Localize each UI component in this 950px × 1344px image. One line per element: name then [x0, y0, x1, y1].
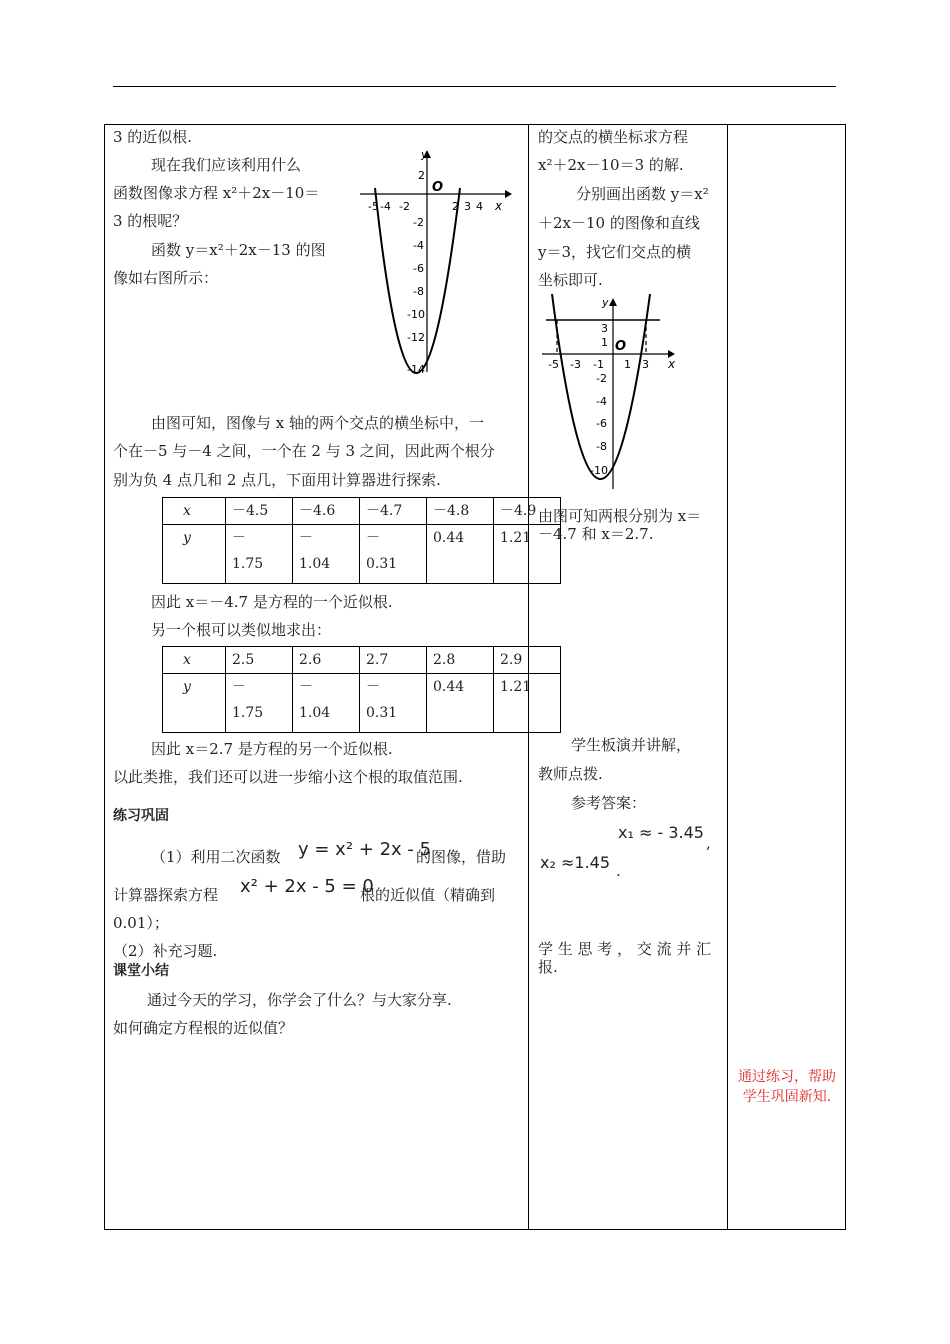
cell-line: 0.31 [366, 556, 398, 572]
y-tick: -10 [407, 308, 425, 321]
left-text: 像如右图所示： [113, 269, 219, 287]
teaching-note: 通过练习，帮助学生巩固新知. [738, 1069, 836, 1105]
table-cell [427, 674, 494, 733]
x-tick: -5 [548, 358, 559, 371]
y-tick: -6 [413, 262, 424, 275]
middle-text: 的交点的横坐标求方程 [538, 128, 689, 146]
x-tick: -5 [368, 200, 379, 213]
table-cell: y [163, 674, 226, 733]
y-tick: 3 [601, 322, 608, 335]
answer-punct: . [616, 862, 621, 880]
y-tick: -6 [596, 417, 607, 430]
origin-label: O [432, 180, 444, 195]
exercise-text: 根的近似值（精确到 [360, 886, 496, 904]
table-cell: －4.7 [360, 498, 427, 525]
table-cell [226, 674, 293, 733]
x-tick: -3 [570, 358, 581, 371]
value-table-1 [162, 497, 561, 584]
middle-text: 分别画出函数 y＝x² [576, 185, 709, 203]
x-tick: 1 [624, 358, 631, 371]
table-cell: 2.9 [494, 647, 561, 674]
parabola-graph-1 [355, 148, 515, 378]
x-axis-arrow [505, 190, 512, 198]
table-cell: －4.6 [293, 498, 360, 525]
y-tick: -4 [413, 239, 424, 252]
exercise-text: 0.01）； [113, 914, 169, 932]
cell-line: 0.31 [366, 705, 398, 721]
y-tick: -12 [407, 331, 425, 344]
y-tick: -4 [596, 395, 607, 408]
table-cell [360, 674, 427, 733]
left-text: 因此 x＝－4.7 是方程的一个近似根. [151, 593, 393, 611]
x-axis-label: x [495, 199, 503, 213]
table-cell: 2.6 [293, 647, 360, 674]
exercise-text: 计算器探索方程 [113, 886, 219, 904]
table-cell: y [163, 525, 226, 584]
middle-text: y＝3，找它们交点的横 [538, 243, 692, 261]
x-axis-label: x [668, 357, 676, 371]
middle-text: 学 生 思 考 ， 交 流 并 汇 [538, 940, 712, 958]
y-axis-arrow [609, 298, 617, 306]
left-text: 别为负 4 点几和 2 点几，下面用计算器进行探索. [113, 471, 441, 489]
middle-text: －4.7 和 x＝2.7. [538, 525, 654, 543]
table-cell: －4.9 [494, 498, 561, 525]
cell-line: 1.21 [500, 679, 532, 695]
table-cell: 2.5 [226, 647, 293, 674]
middle-text: x²＋2x－10＝3 的解. [538, 156, 684, 174]
middle-text: ＋2x－10 的图像和直线 [538, 214, 700, 232]
y-tick: -8 [413, 285, 424, 298]
table-cell [293, 525, 360, 584]
summary-text: 通过今天的学习，你学会了什么？与大家分享. [147, 991, 452, 1009]
cell-line: － [232, 679, 246, 695]
exercise-text: 的图像，借助 [416, 848, 507, 866]
y-axis-label: y [602, 296, 609, 309]
left-text: 函数 y＝x²＋2x－13 的图 [151, 241, 326, 259]
left-text: 由图可知，图像与 x 轴的两个交点的横坐标中，一 [151, 414, 484, 432]
table-cell: 2.8 [427, 647, 494, 674]
cell-line: 1.21 [500, 530, 532, 546]
x-tick: 4 [476, 200, 483, 213]
cell-line: － [366, 530, 380, 546]
left-text: 以此类推，我们还可以进一步缩小这个根的取值范围. [113, 768, 463, 786]
parabola-graph-2 [538, 294, 683, 494]
value-table-2 [162, 646, 561, 733]
middle-text: 参考答案： [571, 794, 647, 812]
exercise-text: （1）利用二次函数 [151, 848, 281, 866]
table-cell: 2.7 [360, 647, 427, 674]
left-text: 3 的根呢？ [113, 212, 188, 230]
left-text: 函数图像求方程 x²＋2x－10＝ [113, 184, 320, 202]
cell-line: 1.75 [232, 556, 264, 572]
middle-text: 学生板演并讲解， [571, 736, 692, 754]
x-tick: 3 [464, 200, 471, 213]
cell-line: － [232, 530, 246, 546]
left-text: 3 的近似根. [113, 128, 193, 146]
y-tick: -2 [413, 216, 424, 229]
cell-line: 1.04 [299, 556, 331, 572]
middle-text: 教师点拨. [538, 765, 603, 783]
x-tick: 3 [642, 358, 649, 371]
exercise-formula: x² + 2x - 5 = 0 [240, 876, 374, 897]
section-title-practice: 练习巩固 [113, 808, 169, 824]
exercise-text: （2）补充习题. [113, 942, 218, 960]
x-tick: -4 [380, 200, 391, 213]
cell-line: － [366, 679, 380, 695]
header-rule [113, 86, 836, 87]
column-divider-2 [727, 124, 728, 1230]
cell-line: 0.44 [433, 679, 465, 695]
cell-line: － [299, 530, 313, 546]
table-cell [494, 674, 561, 733]
cell-line: 1.04 [299, 705, 331, 721]
table-cell [293, 674, 360, 733]
table-cell: －4.5 [226, 498, 293, 525]
y-axis-label: y [421, 148, 428, 161]
table-cell: －4.8 [427, 498, 494, 525]
x-tick: -2 [399, 200, 410, 213]
table-cell [360, 525, 427, 584]
left-text: 因此 x＝2.7 是方程的另一个近似根. [151, 740, 393, 758]
left-text: 个在－5 与－4 之间，一个在 2 与 3 之间，因此两个根分 [113, 442, 495, 460]
x-tick: -1 [593, 358, 604, 371]
middle-text: 报. [538, 958, 558, 976]
exercise-formula: y = x² + 2x - 5 [298, 839, 432, 860]
y-tick: -2 [596, 372, 607, 385]
answer-punct: , [706, 834, 711, 852]
y-tick: -8 [596, 440, 607, 453]
table-cell: x [163, 498, 226, 525]
cell-line: 0.44 [433, 530, 465, 546]
table-cell: x [163, 647, 226, 674]
middle-text: 坐标即可. [538, 271, 603, 289]
left-text: 另一个根可以类似地求出： [151, 621, 332, 639]
cell-line: 1.75 [232, 705, 264, 721]
x-tick: 2 [452, 200, 459, 213]
left-text: 现在我们应该利用什么 [151, 156, 302, 174]
cell-line: － [299, 679, 313, 695]
y-tick: 2 [418, 169, 425, 182]
answer-x2: x₂ ≈1.45 [540, 853, 610, 872]
origin-label: O [615, 339, 627, 354]
table-cell [226, 525, 293, 584]
table-cell [427, 525, 494, 584]
section-title-summary: 课堂小结 [113, 963, 169, 979]
y-tick: -10 [590, 464, 608, 477]
middle-text: 由图可知两根分别为 x＝ [538, 507, 702, 525]
summary-text: 如何确定方程根的近似值？ [113, 1019, 294, 1037]
answer-x1: x₁ ≈ - 3.45 [618, 823, 704, 842]
y-tick: 1 [601, 336, 608, 349]
y-tick: -14 [407, 363, 425, 376]
